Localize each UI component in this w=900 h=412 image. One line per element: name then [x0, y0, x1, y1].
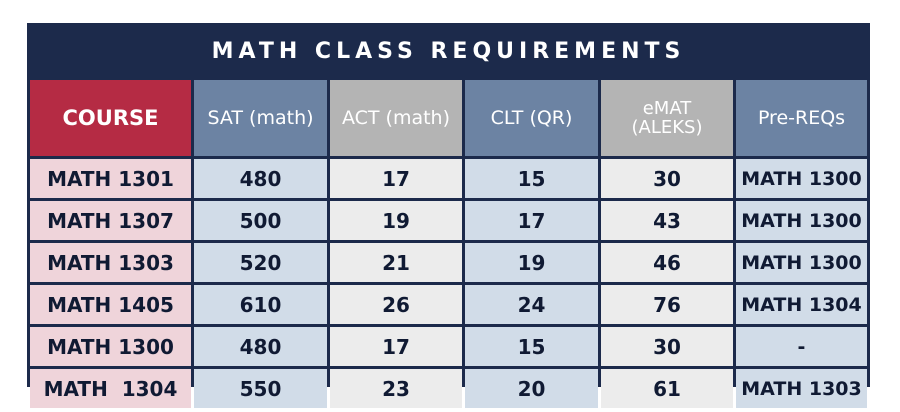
- cell-clt: 15: [465, 159, 598, 198]
- cell-course: MATH 1303: [30, 243, 191, 282]
- cell-prereq: MATH 1300: [736, 159, 867, 198]
- cell-course: MATH 1307: [30, 201, 191, 240]
- cell-act: 21: [330, 243, 462, 282]
- cell-emat: 46: [601, 243, 733, 282]
- cell-clt: 24: [465, 285, 598, 324]
- cell-act: 17: [330, 327, 462, 366]
- table-body: [30, 159, 867, 411]
- cell-course: MATH 1304: [30, 369, 191, 408]
- cell-act: 17: [330, 159, 462, 198]
- header-emat: eMAT (ALEKS): [601, 80, 733, 156]
- cell-clt: 17: [465, 201, 598, 240]
- header-sat: SAT (math): [194, 80, 327, 156]
- table-row: [30, 285, 867, 324]
- cell-clt: 19: [465, 243, 598, 282]
- cell-act: 23: [330, 369, 462, 408]
- cell-sat: 550: [194, 369, 327, 408]
- cell-emat: 61: [601, 369, 733, 408]
- cell-sat: 480: [194, 327, 327, 366]
- cell-course: MATH 1405: [30, 285, 191, 324]
- cell-course: MATH 1301: [30, 159, 191, 198]
- cell-sat: 610: [194, 285, 327, 324]
- table-title: MATH CLASS REQUIREMENTS: [211, 39, 686, 64]
- header-prereqs: Pre-REQs: [736, 80, 867, 156]
- cell-prereq: MATH 1303: [736, 369, 867, 408]
- cell-prereq: MATH 1304: [736, 285, 867, 324]
- cell-sat: 480: [194, 159, 327, 198]
- table-row: [30, 243, 867, 282]
- cell-emat: 43: [601, 201, 733, 240]
- cell-prereq: MATH 1300: [736, 201, 867, 240]
- requirements-table: [27, 23, 870, 401]
- header-row: [30, 80, 867, 156]
- cell-emat: 30: [601, 327, 733, 366]
- cell-act: 26: [330, 285, 462, 324]
- cell-course: MATH 1300: [30, 327, 191, 366]
- table-row: [30, 201, 867, 240]
- header-clt: CLT (QR): [465, 80, 598, 156]
- table-row: [30, 159, 867, 198]
- cell-emat: 30: [601, 159, 733, 198]
- header-course: COURSE: [30, 80, 191, 156]
- header-act: ACT (math): [330, 80, 462, 156]
- cell-sat: 500: [194, 201, 327, 240]
- table-row: [30, 369, 867, 408]
- cell-clt: 15: [465, 327, 598, 366]
- cell-act: 19: [330, 201, 462, 240]
- table-row: [30, 327, 867, 366]
- cell-clt: 20: [465, 369, 598, 408]
- cell-prereq: MATH 1300: [736, 243, 867, 282]
- cell-emat: 76: [601, 285, 733, 324]
- cell-prereq: -: [736, 327, 867, 366]
- cell-sat: 520: [194, 243, 327, 282]
